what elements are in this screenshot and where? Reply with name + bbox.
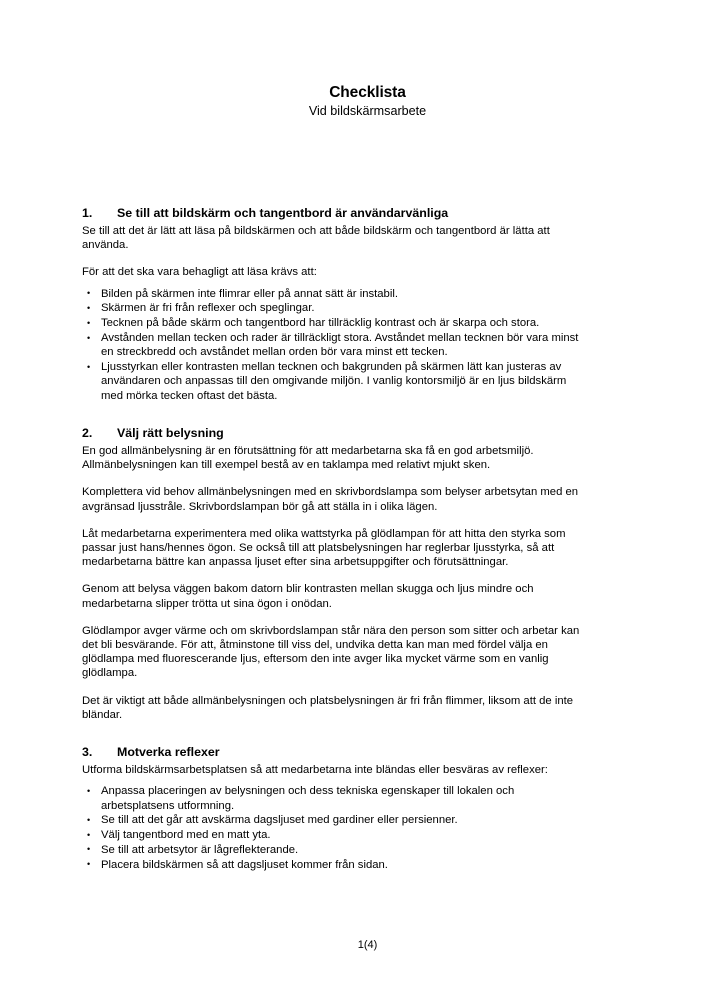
document-body	[82, 205, 584, 873]
list-item: • Se till att det går att avskärma dagsljuset med gardiner eller persienner.	[82, 813, 584, 827]
page-number: 1(4)	[357, 939, 378, 951]
section-1	[82, 205, 584, 403]
page-footer	[0, 938, 707, 952]
section-2-number: 2.	[82, 425, 93, 440]
list-item: • Skärmen är fri från reflexer och speglingar.	[82, 301, 584, 315]
list-item: • Ljusstyrkan eller kontrasten mellan tecknen och bakgrunden på skärmen lätt kan justeras av användaren och anpassas till den omgivande miljön. I vanlig kontorsmiljö är en ljus bildskärm med mörka tecken oftast det bästa.	[82, 360, 584, 403]
section-3-heading	[82, 744, 584, 760]
section-2-paragraph-3: Låt medarbetarna experimentera med olika wattstyrka på glödlampan för att hitta den styrka som passar just hans/hennes ögon. Se också till att platsbelysningen har reglerbar ljusstyrka, så att medarbetarna bättre kan anpassa ljuset efter sina arbetsuppgifter och förutsättningar.	[82, 527, 566, 569]
list-item: • Tecknen på både skärm och tangentbord har tillräcklig kontrast och är skarpa och stora.	[82, 316, 584, 330]
list-item: • Se till att arbetsytor är lågreflekterande.	[82, 843, 584, 857]
section-3-number: 3.	[82, 745, 93, 760]
section-2-heading	[82, 425, 584, 441]
section-2	[82, 425, 584, 722]
list-item: • Anpassa placeringen av belysningen och dess tekniska egenskaper till lokalen och arbetsplatsens utformning.	[82, 784, 584, 813]
section-1-number: 1.	[82, 206, 93, 220]
section-3	[82, 744, 584, 872]
document-subtitle: Vid bildskärmsarbete	[308, 104, 427, 118]
section-3-bullet-list	[82, 784, 584, 872]
section-2-paragraph-4: Genom att belysa väggen bakom datorn blir kontrasten mellan skugga och ljus mindre och medarbetarna slipper trötta ut sina ögon i onödan.	[82, 583, 534, 610]
document-header	[0, 83, 707, 120]
list-item: • Bilden på skärmen inte flimrar eller på annat sätt är instabil.	[82, 287, 584, 301]
section-1-heading	[82, 205, 584, 221]
list-item: • Placera bildskärmen så att dagsljuset kommer från sidan.	[82, 858, 584, 872]
document-title: Checklista	[329, 84, 406, 101]
section-3-title: Motverka reflexer	[117, 745, 220, 760]
list-item: • Avstånden mellan tecken och rader är tillräckligt stora. Avståndet mellan tecknen bör vara minst en streckbredd och avståndet mellan orden bör vara minst ett tecken.	[82, 331, 584, 360]
section-1-paragraph-1: Se till att det är lätt att läsa på bildskärmen och att både bildskärm och tangentbord är lätta att använda.	[82, 225, 550, 252]
section-1-paragraph-2: För att det ska vara behagligt att läsa krävs att:	[82, 266, 317, 279]
section-1-bullet-list	[82, 287, 584, 403]
section-2-paragraph-6: Det är viktigt att både allmänbelysningen och platsbelysningen är fri från flimmer, liksom att de inte bländar.	[82, 694, 574, 721]
section-1-title: Se till att bildskärm och tangentbord är användarvänliga	[117, 206, 449, 220]
section-2-paragraph-2: Komplettera vid behov allmänbelysningen med en skrivbordslampa som belyser arbetsytan med en avgränsad ljusstråle. Skrivbordslampan bör gå att ställa in i olika lägen.	[82, 486, 579, 513]
section-2-paragraph-1: En god allmänbelysning är en förutsättning för att medarbetarna ska få en god arbetsmiljö. Allmänbelysningen kan till exempel bestå av en taklampa med relativt mjukt sken.	[82, 444, 534, 472]
section-2-paragraph-5: Glödlampor avger värme och om skrivbordslampan står nära den person som sitter och arbetar kan det bli besvärande. För att, åtminstone till viss del, undvika detta kan man med fördel välja en glödlampa med fluorescerande ljus, eftersom den inte avger lika mycket värme som en vanlig glödlampa.	[82, 624, 580, 680]
list-item: • Välj tangentbord med en matt yta.	[82, 828, 584, 842]
section-3-paragraph-1: Utforma bildskärmsarbetsplatsen så att medarbetarna inte bländas eller besväras av reflexer:	[82, 764, 548, 777]
section-2-title: Välj rätt belysning	[117, 425, 224, 440]
